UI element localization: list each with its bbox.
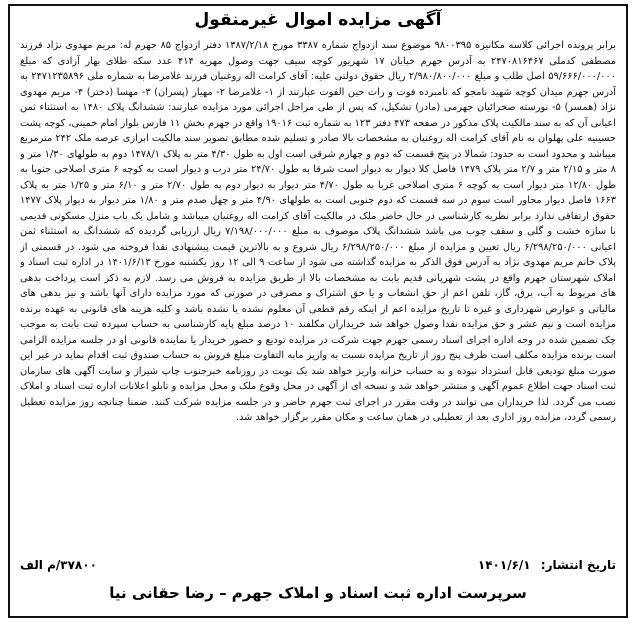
publication-date-value: ۱۴۰۱/۶/۱ [477,558,531,572]
notice-code: ۳۷۸۰۰/م الف [20,558,97,572]
notice-signature: سرپرست اداره ثبت اسناد و املاک جهرم – رضا حقانی نیا [109,584,527,602]
notice-body: برابر پرونده اجرائی کلاسه مکانیزه ۹۸۰۰۳۹۵ موضوع سند ازدواج شماره ۳۳۸۷ مورخ ۱۳۸۷/۲/۱۸ دفتر ازدواج ۸۵ جهرم له: مریم مهدوی نژاد فرزند مصطفی کدملی ۲۴۷۰۸۱۶۴۶۷ به آدرس جهرم خیابان ۱۷ شهریور کوچه سیف جهت وصول مهریه ۴۱۴ عدد سکه طلای بهار آزادی که مبلغ ۵۹/۶۶۶/۰۰۰/۰۰۰ اصل طلب و مبلغ ۲/۹۸۰/۸۰۰/۰۰۰ ریال حقوق دولتی علیه: آقای کرامت اله روغنیان فرزند غلامرضا به شماره ملی ۲۴۷۱۲۳۵۸۹۶ به آدرس جهرم میدان کوچه شهید نامجو که نامبرده فوت و رات حین الفوت عبارتند از ۱- غلامرضا ۲- مهیار (پسران) ۳- مهسا (دختر) ۴- مریم مهدوی نژاد (همسر) ۵- نورسته صحرائیان جهرمی (مادر) تشکیل، که پس از طی مراحل اجرائی مورد مزایده عبارتند: ششدانگ پلاک ۱۴۸۰ به استثناء ثمن اعیانی آن که به سند مالکیت پلاک مذکور در صفحه ۴۷۳ دفتر ۱۲۳ به شماره ثبت ۱۹۰۱۶ واقع در جهرم بخش ۱۱ فارس بلوار امام خمینی، کوچه پشت حسینیه علی پهلوان به نام آقای کرامت اله روغنیان به مشخصات بالا صادر و تسلیم شده مطابق تصویر سند مالکیت ابرازی عرصه ملک ۲۴۲ مترمربع میباشد و محدود است به حدود: شمالا در پنج قسمت که دوم و چهارم شرقی است اول به طول ۴/۳۰ متر به پلاک ۱۴۷۸/۱ دوم به طولهای ۱/۳۰ متر و ۸ متر و ۲/۱۵ متر و ۲/۷ متر پلاک ۱۴۷۹ فاصل کلا دیوار به دیوار است شرقا به طول ۲۴/۷۰ متر درب و دیوار است به کوچه ۶ متری اصلاحی جنوبا به طول ۱۲/۸۰ متر دیوار است به کوچه ۶ متری اصلاحی غربا به طول ۴/۷۰ متر دیوار به دیوار دوم به طول ۲/۷۰ متر و ۶/۱۰ متر و ۱/۲۵ متر به پلاک ۱۶۶۳ فاصل دیوار مجاور است سوم در سه قسمت که دوم جنوبی است به طولهای ۴/۹۰ متر و چهل صدم متر و ۱/۸۰ متر دیوار به دیوار پلاک ۱۴۷۷ حقوق ارتفاقی ندارد برابر نظریه کارشناسی در حال حاضر ملک در مالکیت آقای کرامت اله روغنیان میباشد و شامل یک باب منزل مسکونی قدیمی با سازه خشت و گلی و سقف چوب می باشد ششدانگ پلاک موصوف به مبلغ ۷/۱۹۸/۰۰۰/۰۰۰ ریال ارزیابی گردیده که ششدانگ به استثناء ثمن اعیانی ۶/۲۹۸/۲۵۰/۰۰۰ ریال تعیین و مزایده از مبلغ ۶/۲۹۸/۲۵۰/۰۰۰ ریال شروع و به بالاترین قیمت پیشنهادی نقدا فروخته می شود. در قسمتی از پلاک خانم مریم مهدوی نژاد به آدرس فوق الذکر به مزایده گذاشته می شود از ساعت ۹ الی ۱۲ روز یکشنبه مورخ ۱۴۰۱/۶/۱۳ در اداره ثبت اسناد و املاک شهرستان جهرم واقع در پشت شهرپانی قدیم بابت به مشخصات بالا از طریق مزایده به فروش می رسد. لازم به ذکر است پرداخت بدهی های مربوط به آب، برق، گاز، تلفن اعم از حق انشعاب و یا حق اشتراک و مصرفی در صورتی که مورد مزایده دارای آنها باشد و نیز بدهی های مالیاتی و عوارض شهرداری و غیره تا تاریخ مزایده اعم از اینکه رقم قطعی آن معلوم نشده یا نشده باشد و کلیه هزینه های قانونی به عهده برنده مزایده است و نیم عشر و حق مزایده نقدا وصول خواهد شد خریداران مکلفند ۱۰ درصد مبلغ پایه کارشناسی به حساب سپرده ثبت بابت به موجب چک تضمین شده در وجه اداره اجرای اسناد رسمی جهرم جهت شرکت در مزایده تودیع و حضور خریدار یا نماینده قانونی او در جلسه مزایده الزامی است برنده مزایده مکلف است ظرف پنج روز از تاریخ مزایده نسبت به واریز مابه التفاوت مبلغ فروش به حساب صندوق ثبت اقدام نماید در غیر این صورت مبلغ تودیعی قابل استرداد نبوده و به حساب خزانه واریز خواهد شد یک نوبت در روزنامه خبرجنوب چاپ شیراز و سایت آگهی های سازمان ثبت اسناد جهت اطلاع عموم آگهی و منتشر خواهد شد و نسخه ای از آگهی در محل وقوع ملک و محل مزایده و تابلو اعلانات اداره ثبت اسناد و املاک نصب می گردد. لذا خریداران می توانند در وقت مقرر در اجرای ثبت جهرم حاضر و در جلسه مزایده شرکت کنند. ضمنا چنانچه روز مزایده تعطیل رسمی گردد، مزایده روز اداری بعد از تعطیلی در همان ساعت و مکان مقرر برگزار خواهد شد. [20,40,616,423]
notice-title: آگهی مزایده اموال غیرمنقول [194,10,442,30]
publication-date [478,558,616,572]
publication-date-label: تاریخ انتشار: [540,558,616,572]
auction-notice [8,4,628,618]
notice-footer [20,558,616,578]
